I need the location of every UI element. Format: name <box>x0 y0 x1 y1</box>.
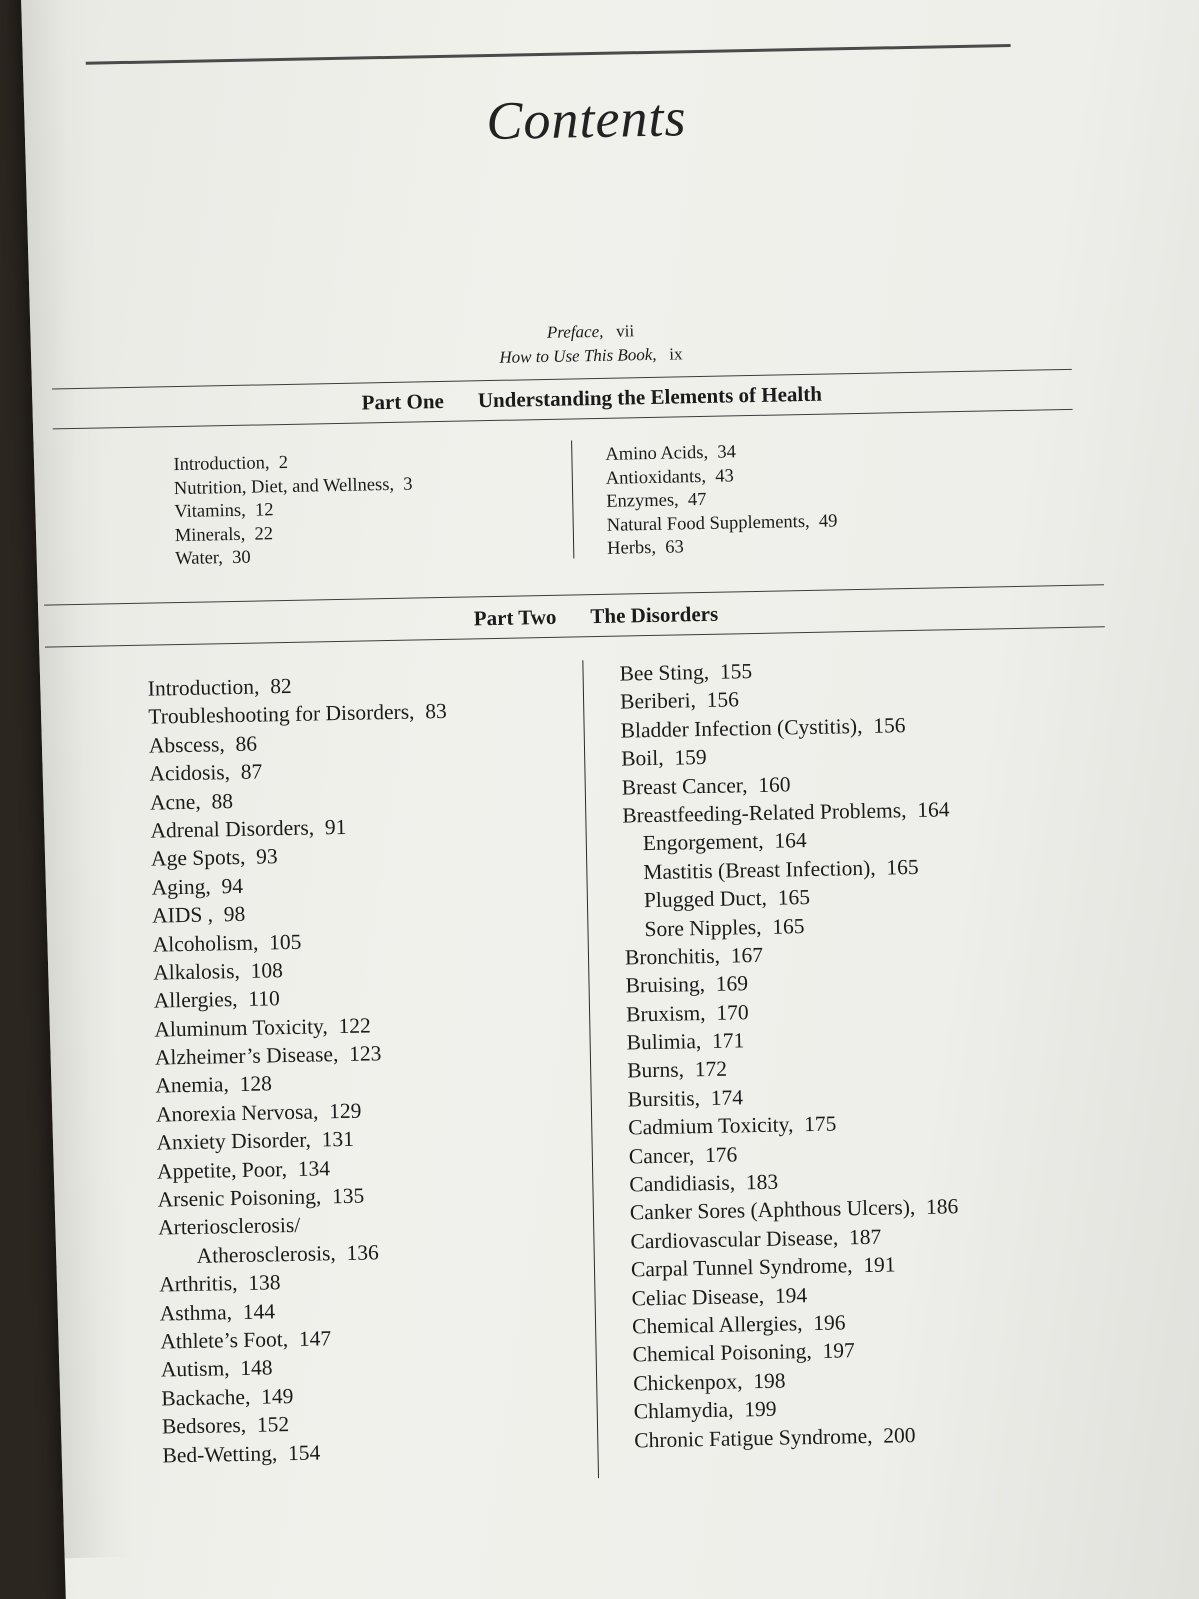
toc-entry-title: Cardiovascular Disease, <box>630 1225 839 1254</box>
toc-entry-title: Bronchitis, <box>624 943 721 970</box>
toc-entry-title: Anemia, <box>155 1072 230 1099</box>
toc-entry-page: 88 <box>211 788 234 814</box>
toc-entry-title: Amino Acids, <box>605 442 709 465</box>
toc-entry-page: 134 <box>297 1155 331 1181</box>
front-matter-title: How to Use This Book, <box>499 344 657 367</box>
part-one-right-column <box>605 439 838 561</box>
toc-entry-page: 186 <box>925 1194 959 1220</box>
toc-entry-page: 123 <box>348 1041 382 1066</box>
toc-entry-page: 176 <box>704 1142 738 1167</box>
toc-entry-page: 198 <box>752 1368 786 1393</box>
toc-entry-page: 154 <box>287 1440 321 1465</box>
toc-entry-title: Bladder Infection (Cystitis), <box>620 713 863 743</box>
toc-entry-page: 128 <box>239 1071 273 1097</box>
toc-entry-title: Candidiasis, <box>629 1170 736 1197</box>
toc-entry-page: 165 <box>777 885 811 910</box>
part-number: Part Two <box>473 604 557 631</box>
toc-entry-page: 156 <box>706 687 740 713</box>
toc-entry-page: 169 <box>715 971 749 997</box>
toc-entry-page: 136 <box>346 1240 379 1265</box>
toc-entry-title: Backache, <box>161 1384 251 1411</box>
toc-entry-page: 87 <box>240 759 263 785</box>
toc-entry-title: Asthma, <box>159 1299 233 1326</box>
toc-entry-title: Introduction, <box>147 674 260 701</box>
toc-entry-title: Burns, <box>626 1057 685 1083</box>
toc-entry-page: 49 <box>818 510 838 532</box>
top-rule <box>86 44 1011 65</box>
toc-entry-title: Chemical Poisoning, <box>632 1339 813 1367</box>
toc-entry-page: 164 <box>916 797 950 822</box>
toc-entry-page: 167 <box>730 942 764 968</box>
toc-entry-title: Vitamins, <box>174 500 246 523</box>
toc-entry-page: 147 <box>298 1326 332 1351</box>
toc-entry-title: Adrenal Disorders, <box>150 815 315 843</box>
toc-entry-page: 110 <box>248 986 280 1012</box>
toc-entry-title: Bedsores, <box>161 1413 247 1439</box>
toc-entry-title: Arthritis, <box>158 1271 238 1297</box>
toc-entry-page: 170 <box>716 999 749 1025</box>
toc-entry-page: 30 <box>231 547 251 569</box>
toc-entry-title: Bruising, <box>625 972 706 998</box>
toc-entry-title: Celiac Disease, <box>631 1283 765 1311</box>
toc-entry-title: Bulimia, <box>626 1029 702 1055</box>
toc-entry-title: Acne, <box>149 789 201 815</box>
toc-entry-page: 47 <box>687 489 707 511</box>
toc-entry-title: Sore Nipples, <box>644 914 762 941</box>
toc-entry-title: Arsenic Poisoning, <box>157 1184 322 1212</box>
toc-entry-title: Breastfeeding-Related Problems, <box>622 798 907 828</box>
toc-entry-title: Arteriosclerosis/ <box>157 1213 301 1240</box>
toc-entry-title: Anorexia Nervosa, <box>155 1099 319 1127</box>
part-title: The Disorders <box>590 601 719 629</box>
toc-entry-page: 135 <box>331 1183 365 1209</box>
toc-entry-title: Bed-Wetting, <box>162 1440 278 1468</box>
toc-entry-page: 171 <box>711 1028 745 1053</box>
toc-entry-title: Abscess, <box>148 731 225 758</box>
toc-entry-title: Alzheimer’s Disease, <box>154 1042 339 1070</box>
toc-entry-page: 196 <box>812 1310 846 1335</box>
toc-entry-page: 93 <box>255 844 278 869</box>
toc-entry-title: Troubleshooting for Disorders, <box>148 699 415 730</box>
toc-entry-title: Age Spots, <box>150 845 246 871</box>
toc-entry-title: Antioxidants, <box>605 466 707 489</box>
toc-entry-title: Aging, <box>151 874 211 900</box>
toc-entry-title: AIDS , <box>151 902 214 928</box>
toc-entry-page: 174 <box>710 1085 744 1110</box>
toc-entry-title: Bursitis, <box>627 1085 701 1112</box>
toc-entry-page: 194 <box>774 1282 808 1308</box>
toc-entry-title: Anxiety Disorder, <box>156 1127 312 1155</box>
toc-entry-title: Minerals, <box>174 524 246 546</box>
toc-entry <box>634 1420 963 1455</box>
toc-entry-title: Chronic Fatigue Syndrome, <box>634 1423 873 1453</box>
part-one-heading <box>0 375 1191 423</box>
toc-entry <box>607 533 838 561</box>
toc-entry-page: 105 <box>268 929 302 954</box>
toc-entry-page: 155 <box>719 659 753 684</box>
toc-entry-title: Natural Food Supplements, <box>606 511 810 536</box>
toc-entry-page: 131 <box>321 1127 355 1152</box>
toc-entry-title: Water, <box>175 548 224 570</box>
toc-entry-page: 197 <box>822 1338 856 1364</box>
toc-entry-page: 156 <box>872 712 906 738</box>
front-matter-page: vii <box>615 321 635 341</box>
toc-entry-title: Cancer, <box>628 1142 695 1169</box>
toc-entry-page: 172 <box>694 1057 728 1082</box>
toc-entry-page: 200 <box>883 1422 916 1448</box>
part-two-right-column <box>619 653 963 1454</box>
part-one-left-column <box>173 450 414 572</box>
toc-entry-page: 165 <box>772 913 805 939</box>
toc-entry-page: 149 <box>260 1383 294 1409</box>
toc-entry-title: Athlete’s Foot, <box>160 1327 289 1354</box>
toc-entry-page: 122 <box>338 1013 371 1038</box>
toc-entry-title: Aluminum Toxicity, <box>154 1013 329 1042</box>
toc-entry-title: Nutrition, Diet, and Wellness, <box>173 474 395 499</box>
toc-entry <box>162 1435 461 1469</box>
toc-entry-page: 191 <box>863 1252 896 1278</box>
toc-entry-page: 148 <box>240 1355 273 1381</box>
toc-entry-title: Chlamydia, <box>633 1397 734 1424</box>
toc-entry-page: 3 <box>403 474 413 495</box>
toc-entry-page: 175 <box>803 1111 837 1137</box>
part-title: Understanding the Elements of Health <box>477 381 823 413</box>
toc-entry-page: 86 <box>235 731 258 756</box>
part-two-heading <box>0 593 1196 641</box>
toc-entry-page: 91 <box>324 814 347 840</box>
toc-entry-title: Boil, <box>620 745 664 771</box>
toc-entry-title: Acidosis, <box>149 760 231 786</box>
toc-entry-title: Chickenpox, <box>632 1369 743 1396</box>
toc-entry-page: 2 <box>278 452 289 474</box>
toc-entry-title: Breast Cancer, <box>621 772 748 800</box>
toc-entry-title: Alcoholism, <box>152 930 259 957</box>
toc-entry-page: 138 <box>247 1270 281 1296</box>
toc-entry-title: Autism, <box>160 1356 230 1382</box>
toc-entry-page: 129 <box>328 1098 362 1124</box>
toc-entry-page: 165 <box>886 854 919 880</box>
toc-entry <box>175 544 414 572</box>
toc-entry-title: Plugged Duct, <box>643 885 768 913</box>
toc-entry-page: 94 <box>221 873 244 899</box>
toc-entry-title: Herbs, <box>606 537 657 559</box>
front-matter-page: ix <box>669 344 683 364</box>
toc-entry-page: 183 <box>745 1169 779 1195</box>
part-number: Part One <box>361 388 445 415</box>
toc-entry-page: 12 <box>254 500 274 521</box>
toc-entry-page: 83 <box>424 699 447 724</box>
toc-entry-title: Engorgement, <box>642 829 764 856</box>
toc-entry-page: 43 <box>715 465 734 487</box>
toc-entry-page: 22 <box>254 523 274 545</box>
toc-entry-title: Appetite, Poor, <box>156 1156 288 1184</box>
toc-entry-title: Bruxism, <box>625 1000 706 1027</box>
toc-entry-page: 108 <box>250 958 284 983</box>
toc-entry-title: Carpal Tunnel Syndrome, <box>630 1253 853 1282</box>
toc-entry-page: 152 <box>256 1412 290 1437</box>
part-two-divider <box>582 660 599 1478</box>
toc-entry-page: 164 <box>774 828 807 854</box>
toc-entry-title: Alkalosis, <box>152 958 241 985</box>
front-matter-title: Preface, <box>546 321 604 342</box>
part-two-left-column <box>148 669 462 1470</box>
toc-entry-title: Introduction, <box>173 453 270 476</box>
toc-entry-title: Bee Sting, <box>619 659 710 686</box>
toc-entry-title: Canker Sores (Aphthous Ulcers), <box>629 1195 916 1225</box>
toc-entry-page: 144 <box>242 1298 276 1324</box>
page-title: Contents <box>485 87 687 152</box>
toc-entry-title: Beriberi, <box>619 688 697 714</box>
toc-entry-title: Atherosclerosis, <box>196 1240 337 1268</box>
toc-entry-page: 63 <box>665 537 684 558</box>
toc-entry-page: 98 <box>223 901 246 927</box>
toc-entry-page: 34 <box>717 442 737 463</box>
toc-entry-page: 199 <box>743 1396 777 1422</box>
toc-entry-page: 159 <box>674 745 707 770</box>
toc-entry-title: Chemical Allergies, <box>631 1311 803 1339</box>
toc-entry-title: Enzymes, <box>606 490 679 512</box>
toc-entry-page: 160 <box>757 771 791 797</box>
toc-entry-title: Mastitis (Breast Infection), <box>643 855 876 884</box>
toc-entry-title: Cadmium Toxicity, <box>628 1112 794 1140</box>
toc-entry-title: Allergies, <box>153 987 238 1013</box>
part-one-divider <box>571 440 574 558</box>
toc-entry-page: 82 <box>269 673 292 699</box>
toc-entry-page: 187 <box>848 1224 882 1250</box>
